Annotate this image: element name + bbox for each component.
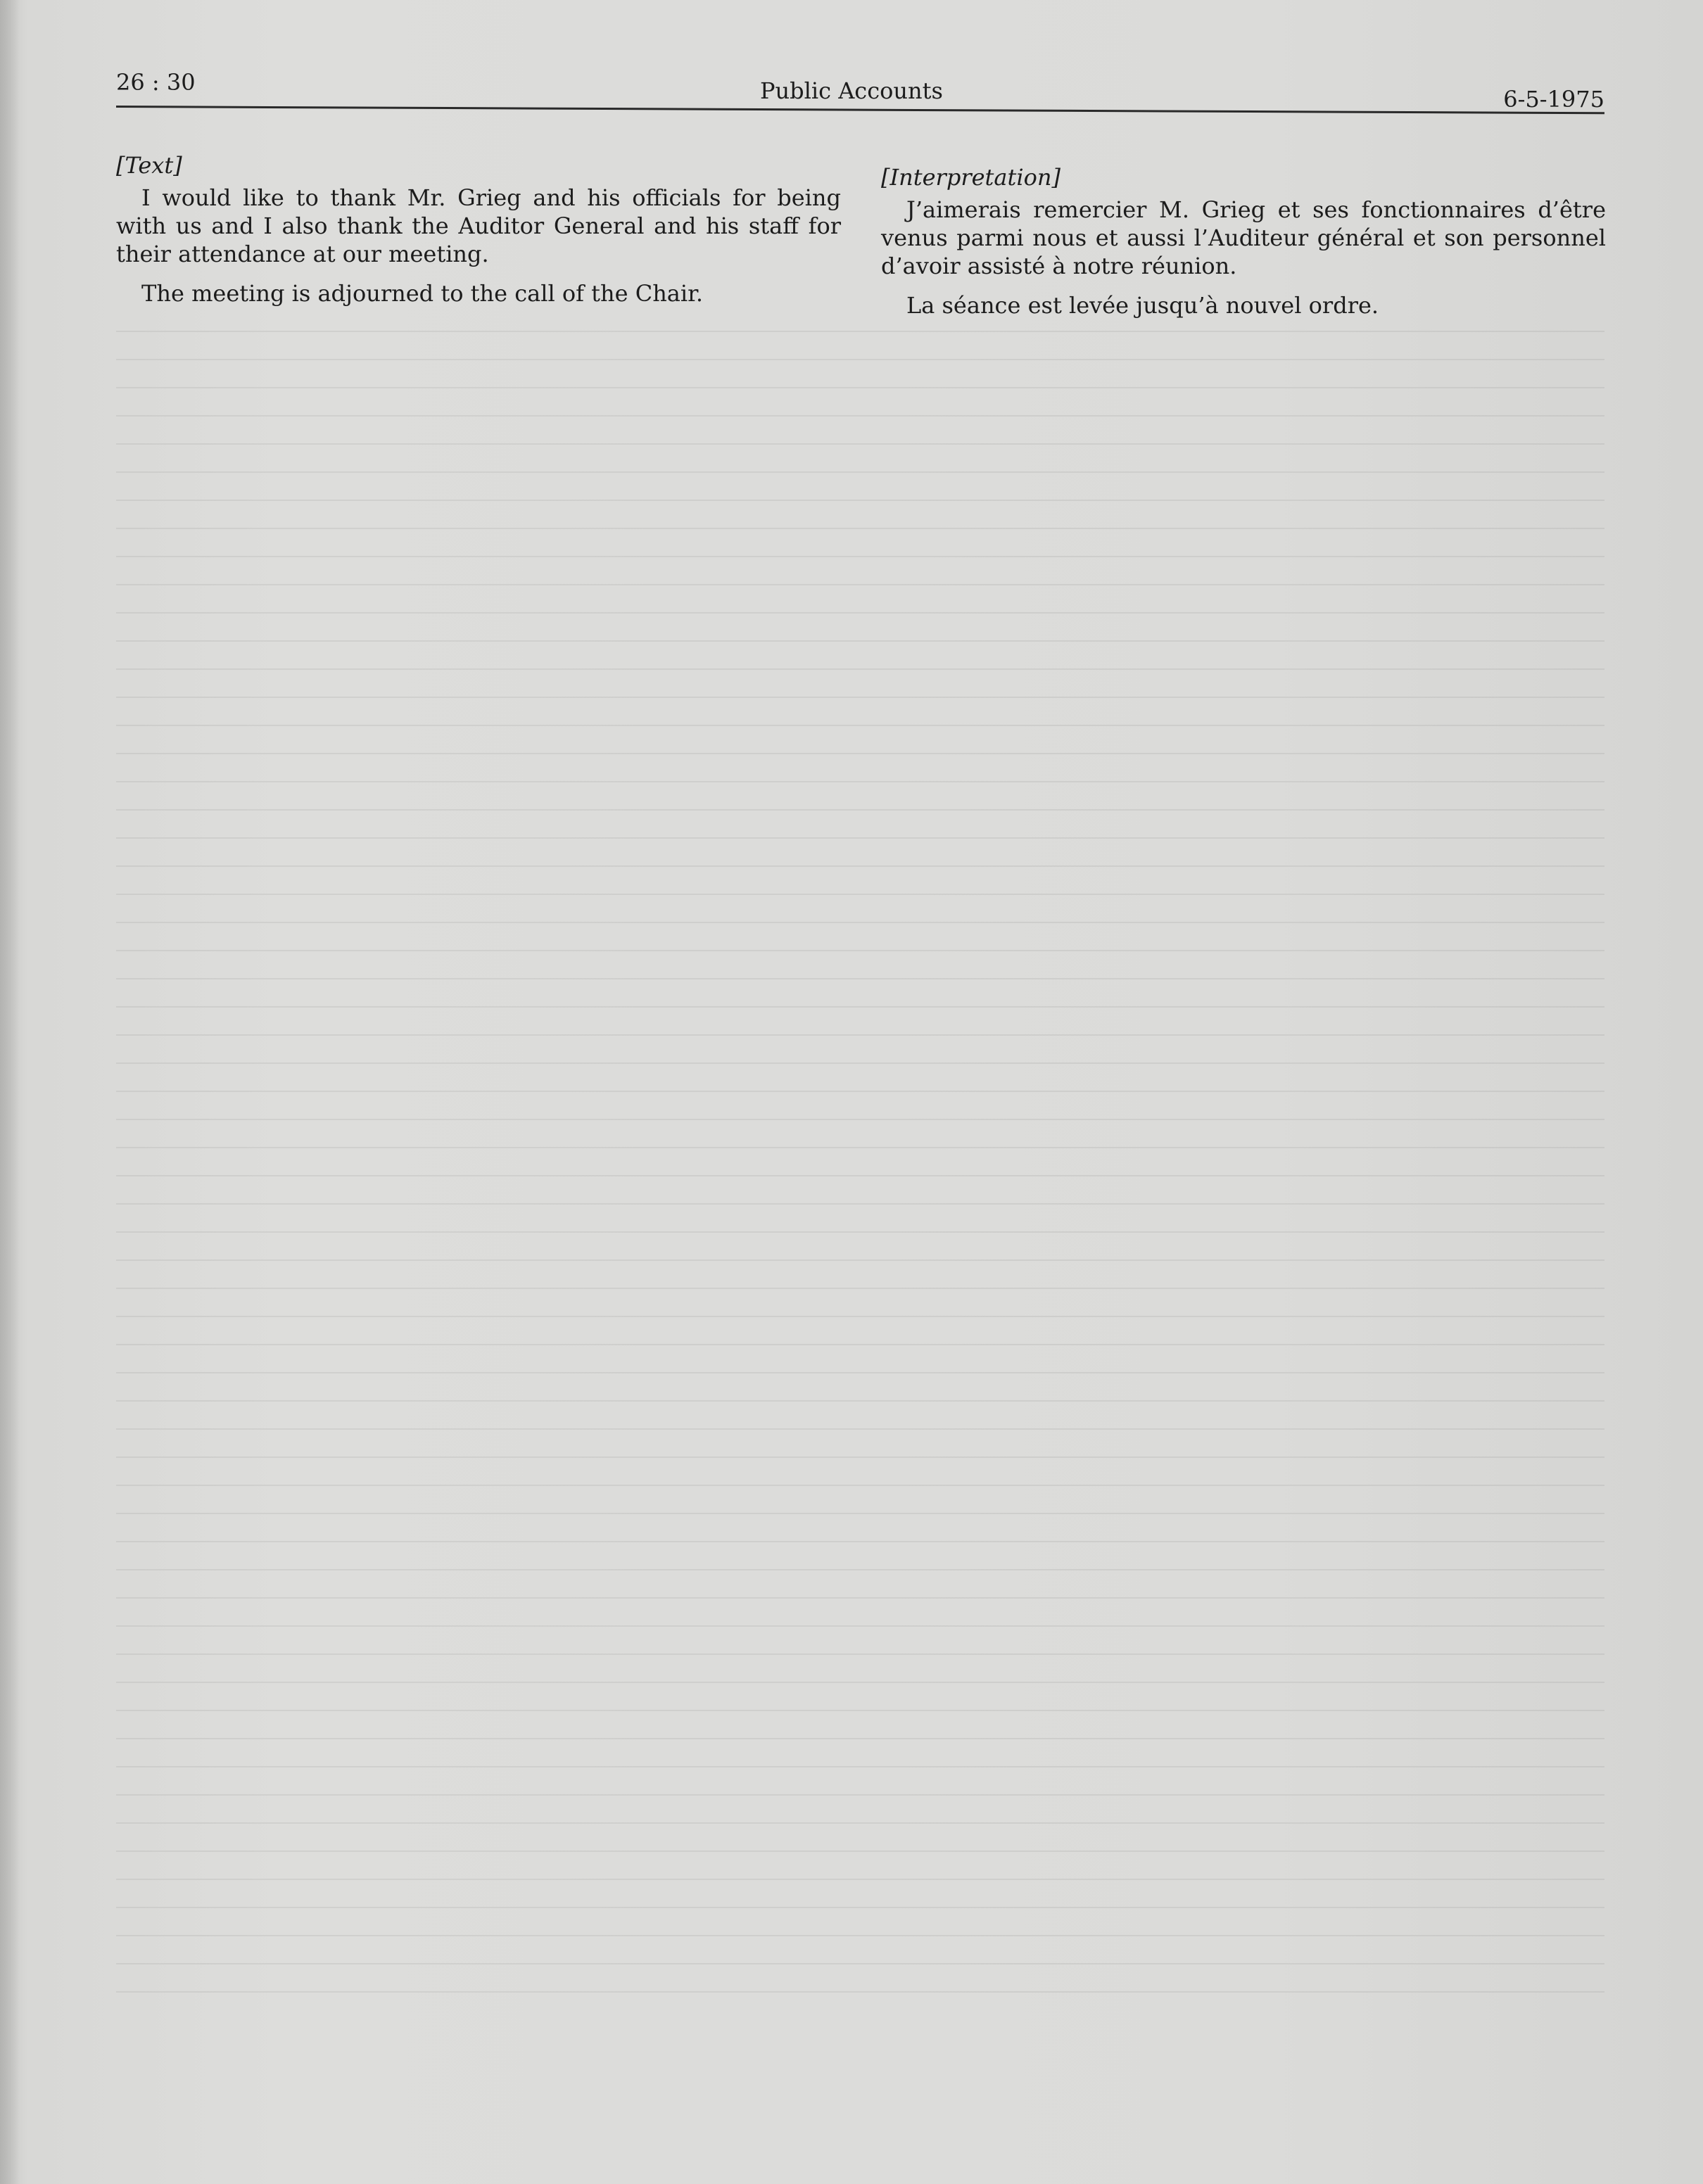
journal-title: Public Accounts [760,77,943,104]
english-section-label: [Text] [116,152,182,179]
french-section-label: [Interpretation] [881,164,1061,191]
french-paragraph-1: J’aimerais remercier M. Grieg et ses fonctionnaires d’être venus parmi nous et aussi l’Auditeur général et son personnel d’avoir assisté à notre réunion. [881,196,1606,279]
page-binding-shadow [0,0,20,2184]
english-paragraph-1: I would like to thank Mr. Grieg and his officials for being with us and I also thank the Auditor General and his staff for their attendance at our meeting. [116,184,841,267]
english-column [116,151,841,319]
french-column [881,163,1606,331]
english-paragraph-2: The meeting is adjourned to the call of the Chair. [141,280,704,307]
page-number: 26 : 30 [116,69,196,96]
bleed-through-texture [116,331,1604,2019]
session-date: 6-5-1975 [1503,86,1604,113]
french-paragraph-2: La séance est levée jusqu’à nouvel ordre. [906,292,1379,319]
